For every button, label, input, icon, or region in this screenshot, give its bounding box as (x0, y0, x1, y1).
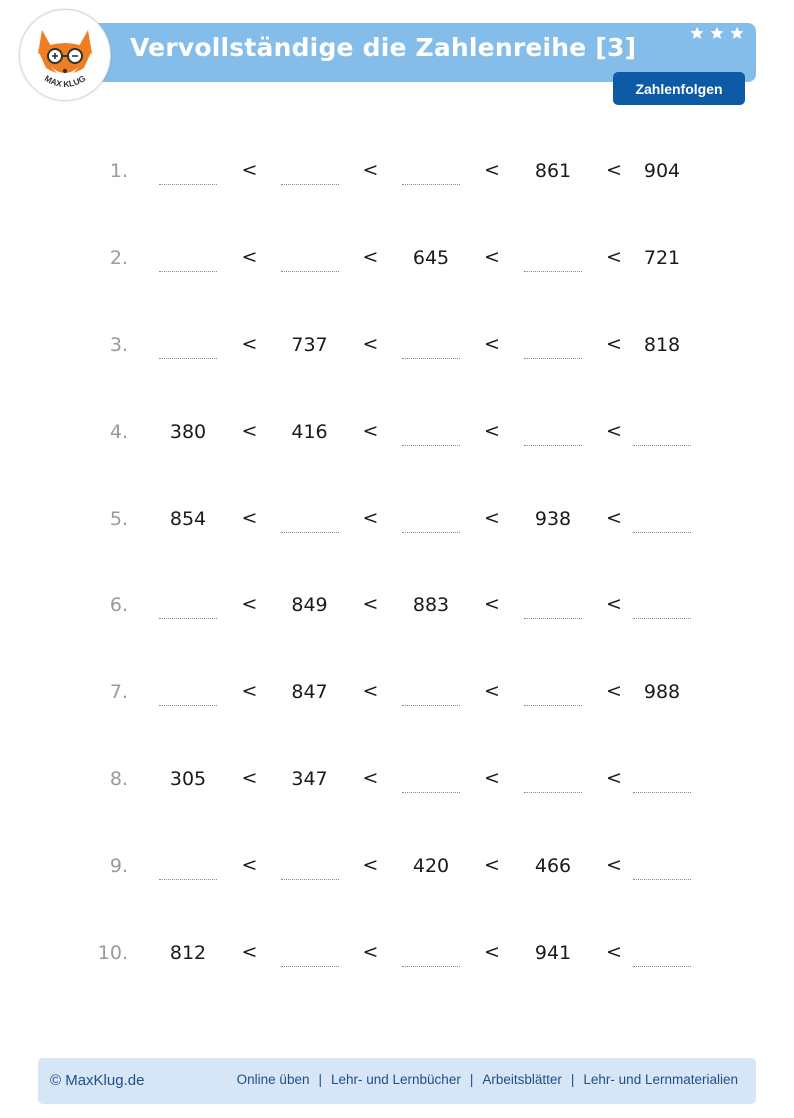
less-than-sign: < (241, 680, 258, 702)
exercise-row (0, 678, 794, 708)
less-than-sign: < (241, 854, 258, 876)
less-than-sign: < (241, 941, 258, 963)
given-number: 941 (534, 942, 572, 964)
less-than-sign: < (606, 854, 622, 876)
exercise-row (0, 331, 794, 361)
answer-blank[interactable] (281, 943, 339, 967)
given-number: 847 (291, 681, 328, 703)
given-number: 305 (169, 768, 207, 790)
less-than-sign: < (606, 159, 622, 181)
star-icon (710, 26, 724, 40)
exercise-row (0, 505, 794, 535)
exercise-number: 5. (109, 508, 128, 530)
exercise-number: 3. (109, 334, 128, 356)
footer-separator: | (469, 1072, 474, 1087)
less-than-sign: < (362, 507, 379, 529)
given-number: 645 (412, 247, 450, 269)
exercise-row (0, 157, 794, 187)
answer-blank[interactable] (524, 422, 582, 446)
given-number: 818 (643, 334, 681, 356)
given-number: 854 (169, 508, 207, 530)
answer-blank[interactable] (159, 335, 217, 359)
less-than-sign: < (362, 680, 379, 702)
answer-blank[interactable] (159, 248, 217, 272)
answer-blank[interactable] (524, 682, 582, 706)
less-than-sign: < (362, 593, 379, 615)
footer-copyright[interactable]: © MaxKlug.de (50, 1072, 145, 1089)
exercise-number: 2. (109, 247, 128, 269)
given-number: 849 (291, 594, 328, 616)
exercise-row (0, 939, 794, 969)
less-than-sign: < (362, 246, 379, 268)
given-number: 416 (291, 421, 328, 443)
answer-blank[interactable] (159, 161, 217, 185)
star-icon (730, 26, 744, 40)
answer-blank[interactable] (633, 422, 691, 446)
footer-separator: | (318, 1072, 322, 1087)
less-than-sign: < (241, 507, 258, 529)
less-than-sign: < (362, 159, 379, 181)
less-than-sign: < (484, 420, 500, 442)
footer-links (237, 1072, 738, 1087)
answer-blank[interactable] (159, 856, 217, 880)
less-than-sign: < (241, 159, 258, 181)
answer-blank[interactable] (633, 856, 691, 880)
answer-blank[interactable] (524, 335, 582, 359)
less-than-sign: < (241, 420, 258, 442)
less-than-sign: < (484, 680, 500, 702)
answer-blank[interactable] (281, 509, 339, 533)
less-than-sign: < (241, 246, 258, 268)
exercise-number: 4. (109, 421, 128, 443)
answer-blank[interactable] (281, 161, 339, 185)
given-number: 938 (534, 508, 572, 530)
given-number: 420 (412, 855, 450, 877)
given-number: 721 (643, 247, 681, 269)
answer-blank[interactable] (402, 682, 460, 706)
exercise-number: 9. (109, 855, 128, 877)
footer-separator: | (570, 1072, 575, 1087)
exercise-row (0, 852, 794, 882)
footer-link[interactable]: Lehr- und Lernbücher (330, 1072, 461, 1087)
exercise-row (0, 244, 794, 274)
less-than-sign: < (362, 854, 379, 876)
answer-blank[interactable] (633, 943, 691, 967)
category-badge[interactable]: Zahlenfolgen (613, 72, 745, 105)
exercise-number: 8. (109, 768, 128, 790)
less-than-sign: < (606, 507, 622, 529)
less-than-sign: < (484, 333, 500, 355)
given-number: 904 (643, 160, 681, 182)
svg-text:MAX KLUG: MAX KLUG (42, 73, 88, 90)
difficulty-stars (690, 26, 744, 40)
answer-blank[interactable] (633, 509, 691, 533)
less-than-sign: < (484, 941, 500, 963)
page-title: Vervollständige die Zahlenreihe [3] (130, 33, 637, 62)
less-than-sign: < (606, 333, 622, 355)
exercise-row (0, 591, 794, 621)
answer-blank[interactable] (159, 682, 217, 706)
less-than-sign: < (484, 159, 500, 181)
given-number: 883 (412, 594, 450, 616)
answer-blank[interactable] (402, 161, 460, 185)
answer-blank[interactable] (402, 769, 460, 793)
less-than-sign: < (484, 854, 500, 876)
less-than-sign: < (241, 767, 258, 789)
answer-blank[interactable] (524, 248, 582, 272)
less-than-sign: < (606, 680, 622, 702)
exercise-number: 6. (109, 594, 128, 616)
footer-link[interactable]: Arbeitsblätter (482, 1072, 562, 1087)
less-than-sign: < (241, 333, 258, 355)
maxklug-logo[interactable] (19, 9, 111, 101)
less-than-sign: < (484, 507, 500, 529)
answer-blank[interactable] (402, 943, 460, 967)
answer-blank[interactable] (524, 769, 582, 793)
star-icon (690, 26, 704, 40)
answer-blank[interactable] (281, 248, 339, 272)
less-than-sign: < (606, 420, 622, 442)
less-than-sign: < (606, 767, 622, 789)
answer-blank[interactable] (402, 509, 460, 533)
answer-blank[interactable] (633, 769, 691, 793)
answer-blank[interactable] (402, 422, 460, 446)
answer-blank[interactable] (281, 856, 339, 880)
footer-link[interactable]: Lehr- und Lernmaterialien (583, 1072, 738, 1087)
less-than-sign: < (606, 246, 622, 268)
answer-blank[interactable] (402, 335, 460, 359)
less-than-sign: < (484, 767, 500, 789)
footer (38, 1058, 756, 1104)
less-than-sign: < (484, 246, 500, 268)
less-than-sign: < (362, 420, 379, 442)
footer-link[interactable]: Online üben (236, 1072, 310, 1087)
given-number: 380 (169, 421, 207, 443)
less-than-sign: < (606, 593, 622, 615)
given-number: 988 (643, 681, 681, 703)
exercise-number: 10. (97, 942, 128, 964)
less-than-sign: < (362, 767, 379, 789)
exercise-row (0, 418, 794, 448)
fox-logo-icon (20, 10, 110, 100)
answer-blank[interactable] (159, 595, 217, 619)
given-number: 737 (291, 334, 328, 356)
answer-blank[interactable] (633, 595, 691, 619)
less-than-sign: < (362, 941, 379, 963)
less-than-sign: < (362, 333, 379, 355)
exercise-row (0, 765, 794, 795)
less-than-sign: < (484, 593, 500, 615)
given-number: 861 (534, 160, 572, 182)
less-than-sign: < (606, 941, 622, 963)
exercise-number: 1. (109, 160, 128, 182)
given-number: 466 (534, 855, 572, 877)
less-than-sign: < (241, 593, 258, 615)
exercise-number: 7. (109, 681, 128, 703)
answer-blank[interactable] (524, 595, 582, 619)
given-number: 347 (291, 768, 328, 790)
given-number: 812 (169, 942, 207, 964)
